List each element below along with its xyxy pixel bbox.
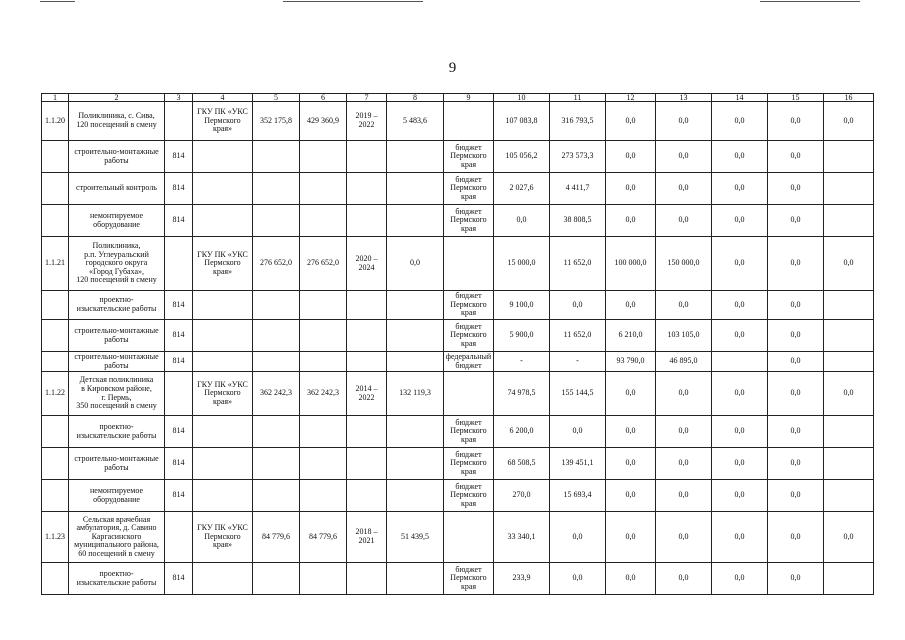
cell-code	[165, 102, 193, 141]
cell-cost-total	[300, 320, 347, 352]
cell-financed-before: 5 483,6	[387, 102, 444, 141]
cell-item-number: 1.1.23	[42, 512, 69, 563]
cell-object-name: строительный контроль	[69, 173, 165, 205]
cell-cost-estimate	[253, 320, 300, 352]
column-number: 5	[253, 94, 300, 102]
cell-period	[347, 141, 387, 173]
table-row	[42, 237, 874, 291]
cell-object-name: Поликлиника, с. Сива, 120 посещений в смену	[69, 102, 165, 141]
cell-year-2: 0,0	[550, 416, 606, 448]
cell-object-name: строительно-монтажные работы	[69, 320, 165, 352]
cell-year-5: 0,0	[712, 173, 768, 205]
column-number: 10	[494, 94, 550, 102]
cell-object-name: Сельская врачебная амбулатория, д. Савино Каргасинского муниципального района, 60 посещений в смену	[69, 512, 165, 563]
column-number: 11	[550, 94, 606, 102]
column-number: 1	[42, 94, 69, 102]
cell-year-2: 11 652,0	[550, 320, 606, 352]
cell-customer: ГКУ ПК «УКС Пермского края»	[193, 372, 253, 416]
cell-customer	[193, 448, 253, 480]
cell-year-4: 0,0	[656, 173, 712, 205]
cell-item-number	[42, 141, 69, 173]
cell-item-number	[42, 173, 69, 205]
cell-period	[347, 320, 387, 352]
cell-year-6: 0,0	[768, 102, 824, 141]
cell-year-3: 93 790,0	[606, 352, 656, 372]
cell-source	[444, 512, 494, 563]
cell-source: бюджет Пермского края	[444, 563, 494, 595]
page-number: 9	[448, 60, 457, 76]
cell-financed-before	[387, 448, 444, 480]
cell-period: 2014 – 2022	[347, 372, 387, 416]
cell-year-3: 0,0	[606, 205, 656, 237]
cell-year-7	[824, 416, 874, 448]
column-number: 8	[387, 94, 444, 102]
cell-code: 814	[165, 448, 193, 480]
cell-code: 814	[165, 320, 193, 352]
cell-cost-estimate	[253, 141, 300, 173]
cell-year-3: 0,0	[606, 416, 656, 448]
cell-year-4: 103 105,0	[656, 320, 712, 352]
cell-source: федеральный бюджет	[444, 352, 494, 372]
cell-period	[347, 563, 387, 595]
cell-year-1: 74 978,5	[494, 372, 550, 416]
cell-cost-estimate: 276 652,0	[253, 237, 300, 291]
cell-cost-estimate	[253, 205, 300, 237]
cell-year-1: 233,9	[494, 563, 550, 595]
cell-year-6: 0,0	[768, 448, 824, 480]
cell-year-7	[824, 205, 874, 237]
cell-year-2: 38 808,5	[550, 205, 606, 237]
column-number: 14	[712, 94, 768, 102]
cell-year-5: 0,0	[712, 205, 768, 237]
cell-item-number	[42, 205, 69, 237]
cell-year-4: 0,0	[656, 512, 712, 563]
cell-year-2: -	[550, 352, 606, 372]
column-number: 2	[69, 94, 165, 102]
cell-year-2: 155 144,5	[550, 372, 606, 416]
cell-year-3: 0,0	[606, 141, 656, 173]
cell-year-5: 0,0	[712, 291, 768, 320]
cell-year-2: 0,0	[550, 563, 606, 595]
cell-cost-estimate	[253, 352, 300, 372]
cell-period	[347, 173, 387, 205]
cell-year-6: 0,0	[768, 372, 824, 416]
cell-year-4: 0,0	[656, 291, 712, 320]
cell-cost-total	[300, 352, 347, 372]
cell-item-number	[42, 448, 69, 480]
top-rule-right	[760, 1, 860, 2]
column-number: 16	[824, 94, 874, 102]
cell-object-name: проектно- изыскательские работы	[69, 291, 165, 320]
cell-year-3: 0,0	[606, 372, 656, 416]
cell-customer	[193, 320, 253, 352]
cell-cost-total: 429 360,9	[300, 102, 347, 141]
cell-customer	[193, 173, 253, 205]
cell-year-4: 0,0	[656, 205, 712, 237]
cell-period	[347, 480, 387, 512]
cell-year-7	[824, 141, 874, 173]
cell-cost-estimate	[253, 563, 300, 595]
cell-customer: ГКУ ПК «УКС Пермского края»	[193, 102, 253, 141]
cell-year-3: 0,0	[606, 291, 656, 320]
cell-year-2: 316 793,5	[550, 102, 606, 141]
cell-year-5	[712, 352, 768, 372]
cell-year-6: 0,0	[768, 512, 824, 563]
cell-year-3: 6 210,0	[606, 320, 656, 352]
cell-year-3: 0,0	[606, 563, 656, 595]
cell-item-number: 1.1.21	[42, 237, 69, 291]
cell-year-5: 0,0	[712, 448, 768, 480]
cell-year-6: 0,0	[768, 141, 824, 173]
cell-year-7	[824, 480, 874, 512]
cell-year-6: 0,0	[768, 352, 824, 372]
cell-financed-before: 51 439,5	[387, 512, 444, 563]
cell-code: 814	[165, 291, 193, 320]
cell-year-1: 9 100,0	[494, 291, 550, 320]
cell-cost-total: 362 242,3	[300, 372, 347, 416]
cell-year-6: 0,0	[768, 480, 824, 512]
cell-year-7	[824, 563, 874, 595]
cell-source	[444, 102, 494, 141]
cell-source: бюджет Пермского края	[444, 291, 494, 320]
table-row	[42, 141, 874, 173]
cell-year-1: 33 340,1	[494, 512, 550, 563]
cell-year-4: 0,0	[656, 416, 712, 448]
cell-source: бюджет Пермского края	[444, 448, 494, 480]
cell-year-3: 0,0	[606, 102, 656, 141]
cell-period: 2019 – 2022	[347, 102, 387, 141]
cell-period	[347, 352, 387, 372]
cell-year-4: 0,0	[656, 480, 712, 512]
cell-year-5: 0,0	[712, 237, 768, 291]
cell-year-2: 0,0	[550, 291, 606, 320]
column-number: 9	[444, 94, 494, 102]
cell-year-6: 0,0	[768, 205, 824, 237]
cell-period	[347, 291, 387, 320]
cell-year-4: 0,0	[656, 141, 712, 173]
cell-item-number	[42, 352, 69, 372]
cell-cost-total	[300, 480, 347, 512]
cell-code: 814	[165, 480, 193, 512]
cell-cost-total: 84 779,6	[300, 512, 347, 563]
cell-source	[444, 237, 494, 291]
cell-year-5: 0,0	[712, 372, 768, 416]
cell-item-number	[42, 416, 69, 448]
cell-item-number	[42, 563, 69, 595]
table-row	[42, 372, 874, 416]
cell-period: 2018 – 2021	[347, 512, 387, 563]
cell-customer	[193, 480, 253, 512]
cell-year-6: 0,0	[768, 291, 824, 320]
cell-year-5: 0,0	[712, 320, 768, 352]
cell-financed-before	[387, 416, 444, 448]
table-row	[42, 563, 874, 595]
cell-code: 814	[165, 141, 193, 173]
cell-item-number: 1.1.20	[42, 102, 69, 141]
cell-financed-before	[387, 291, 444, 320]
column-number: 4	[193, 94, 253, 102]
cell-financed-before	[387, 563, 444, 595]
cell-year-2: 139 451,1	[550, 448, 606, 480]
cell-cost-total	[300, 291, 347, 320]
cell-year-4: 0,0	[656, 372, 712, 416]
cell-year-5: 0,0	[712, 416, 768, 448]
cell-year-7	[824, 291, 874, 320]
table-row	[42, 173, 874, 205]
cell-year-1: 105 056,2	[494, 141, 550, 173]
cell-year-6: 0,0	[768, 563, 824, 595]
cell-year-7	[824, 448, 874, 480]
cell-year-6: 0,0	[768, 416, 824, 448]
cell-financed-before: 0,0	[387, 237, 444, 291]
cell-cost-estimate	[253, 173, 300, 205]
cell-cost-total	[300, 416, 347, 448]
cell-year-1: 68 508,5	[494, 448, 550, 480]
cell-financed-before	[387, 352, 444, 372]
cell-year-7: 0,0	[824, 512, 874, 563]
table-row	[42, 205, 874, 237]
cell-year-7: 0,0	[824, 102, 874, 141]
column-number: 12	[606, 94, 656, 102]
cell-year-4: 0,0	[656, 102, 712, 141]
cell-code	[165, 512, 193, 563]
column-number: 7	[347, 94, 387, 102]
column-number: 6	[300, 94, 347, 102]
cell-year-1: 6 200,0	[494, 416, 550, 448]
cell-item-number	[42, 480, 69, 512]
cell-year-7	[824, 352, 874, 372]
cell-customer	[193, 141, 253, 173]
column-number-row	[42, 94, 874, 102]
cell-cost-estimate: 362 242,3	[253, 372, 300, 416]
table-row	[42, 352, 874, 372]
cell-year-3: 100 000,0	[606, 237, 656, 291]
cell-cost-total	[300, 141, 347, 173]
cell-year-6: 0,0	[768, 237, 824, 291]
cell-period	[347, 448, 387, 480]
cell-customer	[193, 563, 253, 595]
cell-financed-before	[387, 320, 444, 352]
cell-object-name: проектно- изыскательские работы	[69, 563, 165, 595]
cell-cost-estimate	[253, 416, 300, 448]
cell-customer	[193, 416, 253, 448]
cell-year-1: 5 900,0	[494, 320, 550, 352]
cell-year-2: 4 411,7	[550, 173, 606, 205]
cell-year-3: 0,0	[606, 512, 656, 563]
cell-source: бюджет Пермского края	[444, 173, 494, 205]
column-number: 3	[165, 94, 193, 102]
cell-code: 814	[165, 205, 193, 237]
cell-cost-estimate	[253, 291, 300, 320]
data-table	[41, 93, 874, 595]
cell-year-5: 0,0	[712, 141, 768, 173]
cell-period: 2020 – 2024	[347, 237, 387, 291]
cell-item-number	[42, 291, 69, 320]
cell-cost-total	[300, 173, 347, 205]
cell-cost-estimate: 84 779,6	[253, 512, 300, 563]
cell-year-6: 0,0	[768, 173, 824, 205]
cell-code	[165, 237, 193, 291]
cell-cost-total	[300, 563, 347, 595]
table-row	[42, 102, 874, 141]
cell-item-number	[42, 320, 69, 352]
table-row	[42, 512, 874, 563]
cell-customer	[193, 291, 253, 320]
cell-period	[347, 416, 387, 448]
cell-code: 814	[165, 563, 193, 595]
cell-object-name: немонтируемое оборудование	[69, 480, 165, 512]
cell-source: бюджет Пермского края	[444, 416, 494, 448]
cell-cost-estimate: 352 175,8	[253, 102, 300, 141]
cell-year-4: 46 895,0	[656, 352, 712, 372]
cell-cost-total: 276 652,0	[300, 237, 347, 291]
cell-year-5: 0,0	[712, 563, 768, 595]
cell-source: бюджет Пермского края	[444, 205, 494, 237]
cell-year-1: 107 083,8	[494, 102, 550, 141]
cell-year-2: 11 652,0	[550, 237, 606, 291]
cell-cost-total	[300, 205, 347, 237]
cell-year-7: 0,0	[824, 372, 874, 416]
cell-year-7	[824, 173, 874, 205]
cell-customer	[193, 352, 253, 372]
cell-customer: ГКУ ПК «УКС Пермского края»	[193, 237, 253, 291]
cell-financed-before	[387, 480, 444, 512]
cell-cost-estimate	[253, 448, 300, 480]
cell-code	[165, 372, 193, 416]
cell-cost-estimate	[253, 480, 300, 512]
table-row	[42, 320, 874, 352]
cell-year-7	[824, 320, 874, 352]
cell-customer: ГКУ ПК «УКС Пермского края»	[193, 512, 253, 563]
cell-period	[347, 205, 387, 237]
cell-year-4: 150 000,0	[656, 237, 712, 291]
table-row	[42, 291, 874, 320]
cell-source	[444, 372, 494, 416]
cell-source: бюджет Пермского края	[444, 480, 494, 512]
cell-year-1: 0,0	[494, 205, 550, 237]
cell-year-1: -	[494, 352, 550, 372]
cell-customer	[193, 205, 253, 237]
cell-financed-before: 132 119,3	[387, 372, 444, 416]
table-row	[42, 480, 874, 512]
cell-financed-before	[387, 173, 444, 205]
cell-year-5: 0,0	[712, 512, 768, 563]
cell-code: 814	[165, 352, 193, 372]
cell-year-6: 0,0	[768, 320, 824, 352]
cell-year-2: 0,0	[550, 512, 606, 563]
cell-year-3: 0,0	[606, 448, 656, 480]
cell-year-3: 0,0	[606, 480, 656, 512]
column-number: 15	[768, 94, 824, 102]
cell-year-5: 0,0	[712, 480, 768, 512]
cell-financed-before	[387, 141, 444, 173]
cell-code: 814	[165, 173, 193, 205]
cell-year-1: 15 000,0	[494, 237, 550, 291]
cell-object-name: строительно-монтажные работы	[69, 448, 165, 480]
column-number: 13	[656, 94, 712, 102]
cell-item-number: 1.1.22	[42, 372, 69, 416]
cell-cost-total	[300, 448, 347, 480]
cell-source: бюджет Пермского края	[444, 141, 494, 173]
cell-year-2: 15 693,4	[550, 480, 606, 512]
cell-year-1: 2 027,6	[494, 173, 550, 205]
cell-object-name: Детская поликлиника в Кировском районе, г. Пермь, 350 посещений в смену	[69, 372, 165, 416]
top-rule-left	[40, 1, 75, 2]
cell-year-7: 0,0	[824, 237, 874, 291]
cell-object-name: строительно-монтажные работы	[69, 141, 165, 173]
cell-year-2: 273 573,3	[550, 141, 606, 173]
table-row	[42, 448, 874, 480]
cell-year-4: 0,0	[656, 448, 712, 480]
cell-code: 814	[165, 416, 193, 448]
cell-source: бюджет Пермского края	[444, 320, 494, 352]
cell-object-name: проектно- изыскательские работы	[69, 416, 165, 448]
cell-year-1: 270,0	[494, 480, 550, 512]
cell-year-3: 0,0	[606, 173, 656, 205]
cell-year-5: 0,0	[712, 102, 768, 141]
cell-object-name: строительно-монтажные работы	[69, 352, 165, 372]
table-row	[42, 416, 874, 448]
top-rule-mid	[283, 1, 423, 2]
cell-year-4: 0,0	[656, 563, 712, 595]
cell-financed-before	[387, 205, 444, 237]
cell-object-name: немонтируемое оборудование	[69, 205, 165, 237]
cell-object-name: Поликлиника, р.п. Углеуральский городского округа «Город Губаха», 120 посещений в смену	[69, 237, 165, 291]
